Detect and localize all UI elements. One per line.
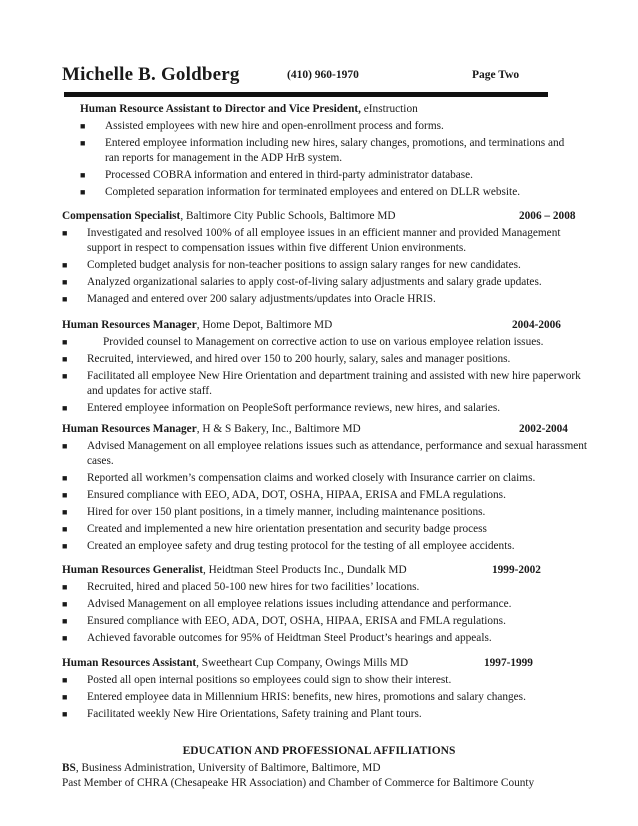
bullet-icon: ■ <box>62 633 68 643</box>
list-item: ■ Entered employee data in Millennium HRIS: benefits, new hires, promotions and salary changes. <box>62 691 526 703</box>
bullet-icon: ■ <box>62 523 68 534</box>
bullet-icon: ■ <box>62 354 68 364</box>
bullet-icon: ■ <box>62 228 68 238</box>
list-item: ■ Advised Management on all employee relations issues including attendance and performance. <box>62 598 512 610</box>
list-item: ■ Entered employee information on PeopleSoft performance reviews, new hires, and salaries. <box>62 401 501 414</box>
job-dates: 2002-2004 <box>519 423 568 435</box>
job-entry-sweetheart-cup <box>62 656 588 724</box>
bullet-icon: ■ <box>80 169 86 180</box>
list-item: ■ Investigated and resolved 100% of all employee issues in an efficient manner and provided Management support in respect to compensation issues within five different Union environments. <box>62 227 561 254</box>
list-item: ■ Created and implemented a new hire orientation presentation and security badge process <box>62 522 487 535</box>
bullet-icon: ■ <box>62 472 68 483</box>
bullet-icon: ■ <box>62 675 68 685</box>
bullet-icon: ■ <box>62 402 68 413</box>
bullet-icon: ■ <box>62 582 68 592</box>
list-item: ■ Entered employee information including new hires, salary changes, promotions, and terminations and ran reports for management in the ADP HrB system. <box>80 137 565 164</box>
job-title: Human Resource Assistant to Director and Vice President, <box>80 103 361 115</box>
bullet-icon: ■ <box>62 616 68 626</box>
job-heading <box>80 102 570 118</box>
job-bullets <box>62 439 588 553</box>
bullet-icon: ■ <box>62 692 68 702</box>
bullet-icon: ■ <box>62 371 68 381</box>
page-header <box>62 64 552 88</box>
job-bullets <box>62 226 588 306</box>
list-item: ■ Processed COBRA information and entered in third-party administrator database. <box>80 168 473 181</box>
list-item: ■ Reported all workmen’s compensation claims and worked closely with Insurance carrier on claims. <box>62 471 536 484</box>
affiliation-line: Past Member of CHRA (Chesapeake HR Association) and Chamber of Commerce for Baltimore County <box>62 776 535 789</box>
job-bullets <box>62 673 588 722</box>
bullet-icon: ■ <box>62 276 68 287</box>
job-entry-hs-bakery <box>62 422 588 556</box>
job-entry-hr-assistant-einstruction <box>80 102 570 202</box>
bullet-icon: ■ <box>62 709 68 719</box>
job-dates: 2006 – 2008 <box>519 210 576 222</box>
job-company: , Sweetheart Cup Company, Owings Mills MD <box>196 657 409 669</box>
job-entry-compensation-specialist <box>62 209 588 309</box>
list-item: ■ Provided counsel to Management on corrective action to use on various employee relation issues. <box>62 336 544 348</box>
job-company: , Home Depot, Baltimore MD <box>196 319 333 331</box>
job-title: Human Resources Assistant <box>62 657 197 669</box>
bullet-icon: ■ <box>62 489 68 500</box>
list-item: ■ Posted all open internal positions so employees could sign to show their interest. <box>62 674 452 686</box>
degree-line <box>62 761 602 776</box>
list-item: ■ Facilitated weekly New Hire Orientations, Safety training and Plant tours. <box>62 708 422 720</box>
list-item: ■ Ensured compliance with EEO, ADA, DOT, OSHA, HIPAA, ERISA and FMLA regulations. <box>62 488 506 501</box>
job-dates: 1999-2002 <box>492 564 541 576</box>
list-item: ■ Completed budget analysis for non-teacher positions to assign salary ranges for new candidates. <box>62 258 521 271</box>
job-dates: 2004-2006 <box>512 319 561 331</box>
list-item: ■ Ensured compliance with EEO, ADA, DOT, OSHA, HIPAA, ERISA and FMLA regulations. <box>62 615 506 627</box>
job-title: Human Resources Manager <box>62 423 197 435</box>
list-item: ■ Achieved favorable outcomes for 95% of Heidtman Steel Product’s hearings and appeals. <box>62 632 492 644</box>
list-item: ■ Analyzed organizational salaries to apply cost-of-living salary adjustments and salary grade updates. <box>62 275 542 288</box>
list-item: ■ Created an employee safety and drug testing protocol for the testing of all employee accidents. <box>62 539 515 552</box>
degree-detail: , Business Administration, University of Baltimore, Baltimore, MD <box>75 762 381 774</box>
job-dates: 1997-1999 <box>484 657 533 669</box>
bullet-icon: ■ <box>80 121 86 131</box>
job-company: , H & S Bakery, Inc., Baltimore MD <box>196 423 361 435</box>
bullet-icon: ■ <box>62 441 68 451</box>
job-company: , Heidtman Steel Products Inc., Dundalk MD <box>203 564 407 576</box>
phone-number: (410) 960-1970 <box>287 69 359 81</box>
bullet-icon: ■ <box>62 259 68 270</box>
page-label: Page Two <box>472 69 520 81</box>
list-item: ■ Completed separation information for terminated employees and entered on DLLR website. <box>80 185 521 198</box>
degree: BS <box>62 762 76 774</box>
job-heading <box>62 656 588 672</box>
list-item: ■ Hired for over 150 plant positions, in a timely manner, including maintenance positions. <box>62 505 486 518</box>
bullet-icon: ■ <box>62 599 68 609</box>
education-section <box>62 761 602 790</box>
job-heading <box>62 563 588 579</box>
job-heading <box>62 318 588 334</box>
bullet-icon: ■ <box>80 186 86 197</box>
job-entry-heidtman-steel <box>62 563 588 648</box>
job-bullets <box>62 335 588 415</box>
list-item: ■ Facilitated all employee New Hire Orientation and department training and assisted with new hire paperwork and updates for active staff. <box>62 370 581 397</box>
bullet-icon: ■ <box>62 293 68 304</box>
job-bullets <box>62 580 588 646</box>
job-heading <box>62 422 588 438</box>
job-title: Human Resources Manager <box>62 319 197 331</box>
education-heading: EDUCATION AND PROFESSIONAL AFFILIATIONS <box>182 745 456 757</box>
list-item: ■ Recruited, hired and placed 50-100 new hires for two facilities’ locations. <box>62 581 420 593</box>
job-bullets <box>80 119 570 199</box>
list-item: ■ Advised Management on all employee relations issues such as attendance, performance and sexual harassment cases. <box>62 440 588 467</box>
list-item: ■ Recruited, interviewed, and hired over 150 to 200 hourly, salary, sales and manager positions. <box>62 353 511 365</box>
bullet-icon: ■ <box>62 540 68 551</box>
job-title: Human Resources Generalist <box>62 564 203 576</box>
candidate-name: Michelle B. Goldberg <box>62 64 240 85</box>
list-item: ■ Assisted employees with new hire and open-enrollment process and forms. <box>80 120 444 132</box>
bullet-icon: ■ <box>62 337 68 347</box>
bullet-icon: ■ <box>80 138 86 148</box>
job-heading <box>62 209 588 225</box>
job-title: Compensation Specialist <box>62 210 181 222</box>
bullet-icon: ■ <box>62 506 68 517</box>
header-divider <box>64 92 548 97</box>
list-item: ■ Managed and entered over 200 salary adjustments/updates into Oracle HRIS. <box>62 292 436 305</box>
job-entry-home-depot <box>62 318 588 418</box>
job-company: eInstruction <box>360 103 418 115</box>
job-company: , Baltimore City Public Schools, Baltimore MD <box>180 210 396 222</box>
